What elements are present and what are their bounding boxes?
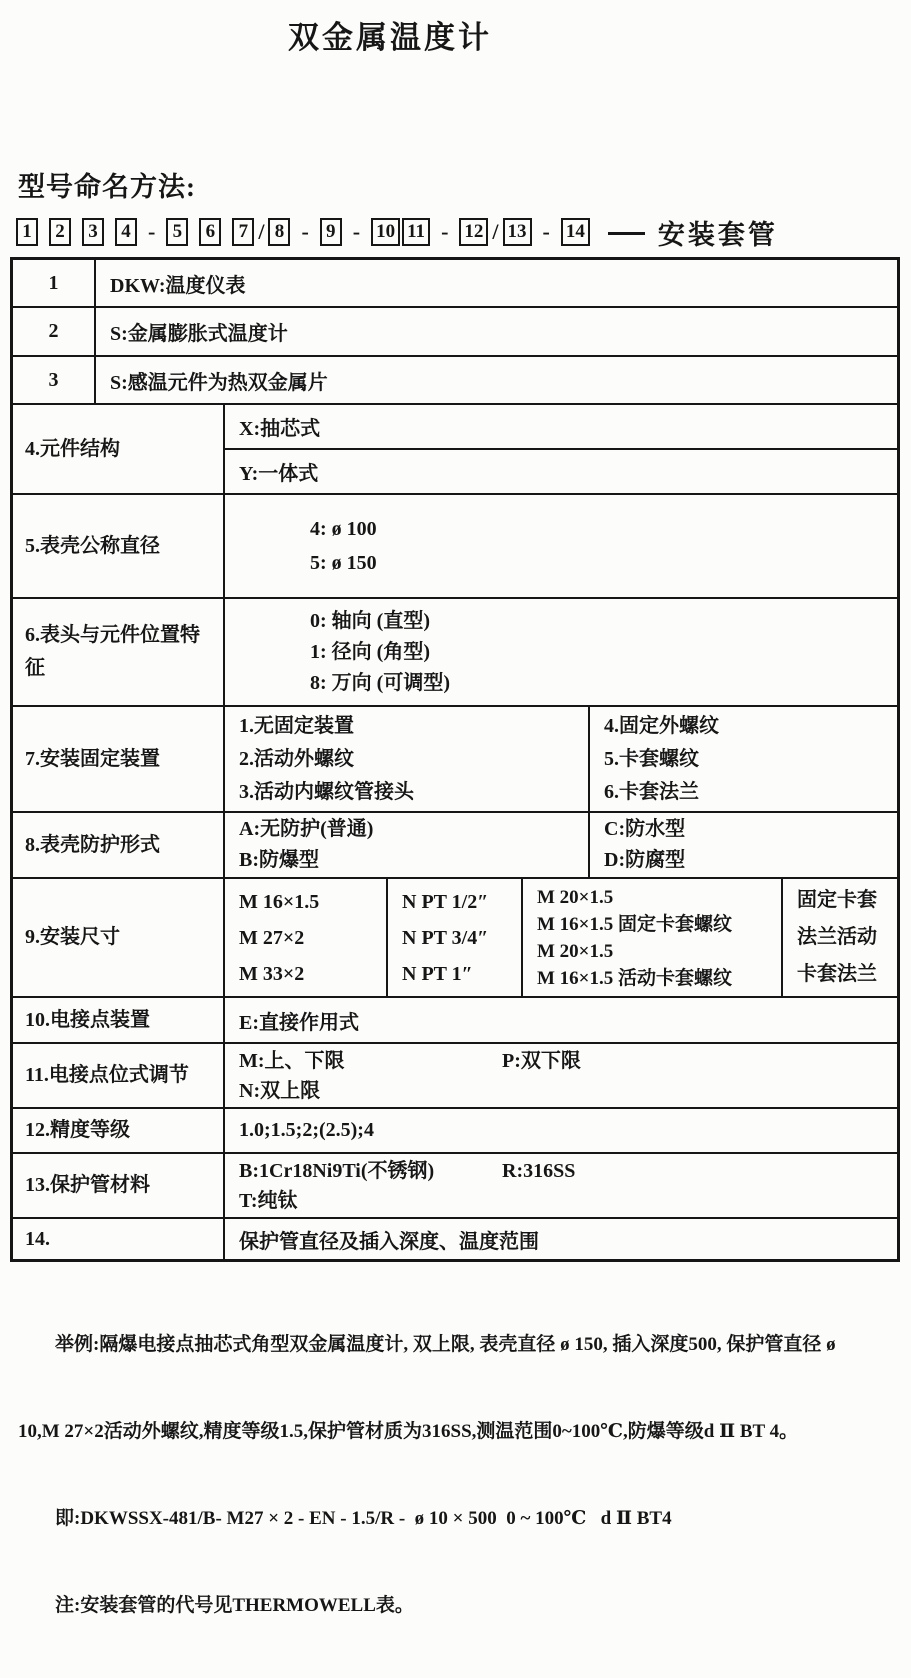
option-m: M:上、下限 <box>239 1049 345 1072</box>
note-model-code: 即:DKWSSX-481/B- M27 × 2 - EN - 1.5/R - ø 10 × 500 0 ~ 100℃ d Ⅱ BT4 <box>55 1508 672 1529</box>
code-box-3: 3 <box>82 218 104 246</box>
option-line: 法兰活动 <box>797 926 877 948</box>
table-row-10 <box>13 998 897 1044</box>
option-t: T:纯钛 <box>239 1189 298 1212</box>
row-label: 4.元件结构 <box>13 405 225 493</box>
row-options <box>225 405 897 493</box>
option-b: B:1Cr18Ni9Ti(不锈钢) <box>239 1159 435 1182</box>
row-label: 6.表头与元件位置特征 <box>13 599 225 705</box>
option-line: 2.活动外螺纹 <box>239 747 354 770</box>
option-line <box>239 1156 897 1186</box>
option-line: 3.活动内螺纹管接头 <box>239 780 414 803</box>
table-row-9 <box>13 879 897 998</box>
code-box-11: 11 <box>402 218 430 246</box>
option-line: B:防爆型 <box>239 849 319 871</box>
row-options <box>225 1154 897 1217</box>
option-line: N PT 1/2″ <box>402 890 489 913</box>
table-row-2 <box>13 308 897 357</box>
option-line: 0: 轴向 (直型) <box>310 609 430 632</box>
code-box-2: 2 <box>49 218 71 246</box>
row-options-left <box>225 813 590 877</box>
code-box-5: 5 <box>166 218 188 246</box>
row-desc: E:直接作用式 <box>239 1011 359 1034</box>
code-box-13: 13 <box>503 218 532 246</box>
section-heading: 型号命名方法: <box>18 172 196 202</box>
option-line: 6.卡套法兰 <box>604 780 699 803</box>
row-desc: DKW:温度仪表 <box>110 274 246 297</box>
code-box-10: 10 <box>371 218 400 246</box>
table-row-1 <box>13 260 897 308</box>
row-desc: S:金属膨胀式温度计 <box>110 323 288 345</box>
option-line: M 27×2 <box>239 926 305 949</box>
row-options-right <box>590 707 897 811</box>
code-box-12: 12 <box>459 218 488 246</box>
row-options-left <box>225 707 590 811</box>
option-line: D:防腐型 <box>604 849 686 871</box>
option-line: M 16×1.5 活动卡套螺纹 <box>537 967 733 989</box>
table-row-6 <box>13 599 897 707</box>
option-line: 卡套法兰 <box>797 963 877 985</box>
option-n: N:双上限 <box>239 1079 321 1102</box>
option-p: P:双下限 <box>502 1049 581 1072</box>
note-example-line1: 举例:隔爆电接点抽芯式角型双金属温度计, 双上限, 表壳直径 ø 150, 插入深度500, 保护管直径 ø <box>55 1334 836 1355</box>
option-r: R:316SS <box>502 1159 576 1182</box>
option-y: Y:一体式 <box>239 463 319 485</box>
notes <box>18 1272 895 1678</box>
option-line: 5: ø 150 <box>310 552 377 574</box>
table-row-12 <box>13 1109 897 1154</box>
row-desc: S:感温元件为热双金属片 <box>110 371 328 394</box>
row-label: 13.保护管材料 <box>13 1154 225 1217</box>
row-options <box>225 599 897 705</box>
model-code-table <box>10 257 900 1262</box>
option-line: 1.无固定装置 <box>239 714 354 737</box>
mount-col-npt <box>388 879 523 996</box>
table-row-7 <box>13 707 897 813</box>
code-box-7: 7 <box>232 218 254 246</box>
row-label: 8.表壳防护形式 <box>13 813 225 877</box>
option-line: 5.卡套螺纹 <box>604 747 699 770</box>
code-box-1: 1 <box>16 218 38 246</box>
option-line: M 20×1.5 <box>537 886 614 908</box>
mount-col-flange <box>783 879 897 996</box>
row-label: 7.安装固定装置 <box>13 707 225 811</box>
option-line: 8: 万向 (可调型) <box>310 671 450 694</box>
option-line <box>239 1046 897 1076</box>
row-desc: 1.0;1.5;2;(2.5);4 <box>239 1119 374 1141</box>
option-line: C:防水型 <box>604 818 686 840</box>
row-options <box>225 495 897 597</box>
code-box-4: 4 <box>115 218 137 246</box>
row-label: 12.精度等级 <box>13 1109 225 1152</box>
note-example-line2: 10,M 27×2活动外螺纹,精度等级1.5,保护管材质为316SS,测温范围0~100℃,防爆等级d Ⅱ BT 4。 <box>18 1421 799 1442</box>
table-row-5 <box>13 495 897 599</box>
option-line: 固定卡套 <box>797 889 877 911</box>
row-desc: 保护管直径及插入深度、温度范围 <box>239 1230 539 1253</box>
code-box-9: 9 <box>320 218 342 246</box>
table-row-11 <box>13 1044 897 1109</box>
row-options <box>225 1044 897 1107</box>
code-box-14: 14 <box>561 218 590 246</box>
code-separator: - <box>148 219 156 244</box>
page-title: 双金属温度计 <box>288 20 492 55</box>
row-number: 2 <box>13 308 96 355</box>
code-separator: / <box>258 219 265 244</box>
note-thermowell: 注:安装套管的代号见THERMOWELL表。 <box>55 1595 414 1616</box>
option-line: M 16×1.5 <box>239 890 320 913</box>
code-box-8: 8 <box>268 218 290 246</box>
option-line: A:无防护(普通) <box>239 818 374 840</box>
row-label: 9.安装尺寸 <box>13 879 225 996</box>
row-number: 3 <box>13 357 96 403</box>
code-separator: - <box>542 219 550 244</box>
option-line: M 20×1.5 <box>537 940 614 962</box>
row-label: 14. <box>13 1219 225 1259</box>
mount-col-ferrule <box>523 879 783 996</box>
table-row-14 <box>13 1219 897 1259</box>
option-line: M 33×2 <box>239 962 305 985</box>
code-row <box>16 215 911 249</box>
code-suffix-label: 安装套管 <box>657 219 778 250</box>
row-options-right <box>590 813 897 877</box>
row-label: 11.电接点位式调节 <box>13 1044 225 1107</box>
option-line: 4: ø 100 <box>310 518 377 540</box>
mount-col-metric <box>225 879 388 996</box>
code-separator: - <box>441 219 449 244</box>
code-separator: - <box>352 219 361 244</box>
option-x: X:抽芯式 <box>225 405 897 450</box>
option-line: 1: 径向 (角型) <box>310 640 430 663</box>
code-box-6: 6 <box>199 218 221 246</box>
option-line: N PT 3/4″ <box>402 926 489 949</box>
option-line: N PT 1″ <box>402 962 473 985</box>
table-row-3 <box>13 357 897 405</box>
row-label: 5.表壳公称直径 <box>13 495 225 597</box>
code-separator: - <box>301 219 309 244</box>
long-dash <box>608 232 645 235</box>
row-label: 10.电接点装置 <box>13 998 225 1042</box>
option-line: M 16×1.5 固定卡套螺纹 <box>537 913 733 935</box>
option-line: 4.固定外螺纹 <box>604 714 719 737</box>
table-row-8 <box>13 813 897 879</box>
row-number: 1 <box>13 260 96 306</box>
table-row-4 <box>13 405 897 495</box>
code-separator: / <box>492 219 499 244</box>
table-row-13 <box>13 1154 897 1219</box>
